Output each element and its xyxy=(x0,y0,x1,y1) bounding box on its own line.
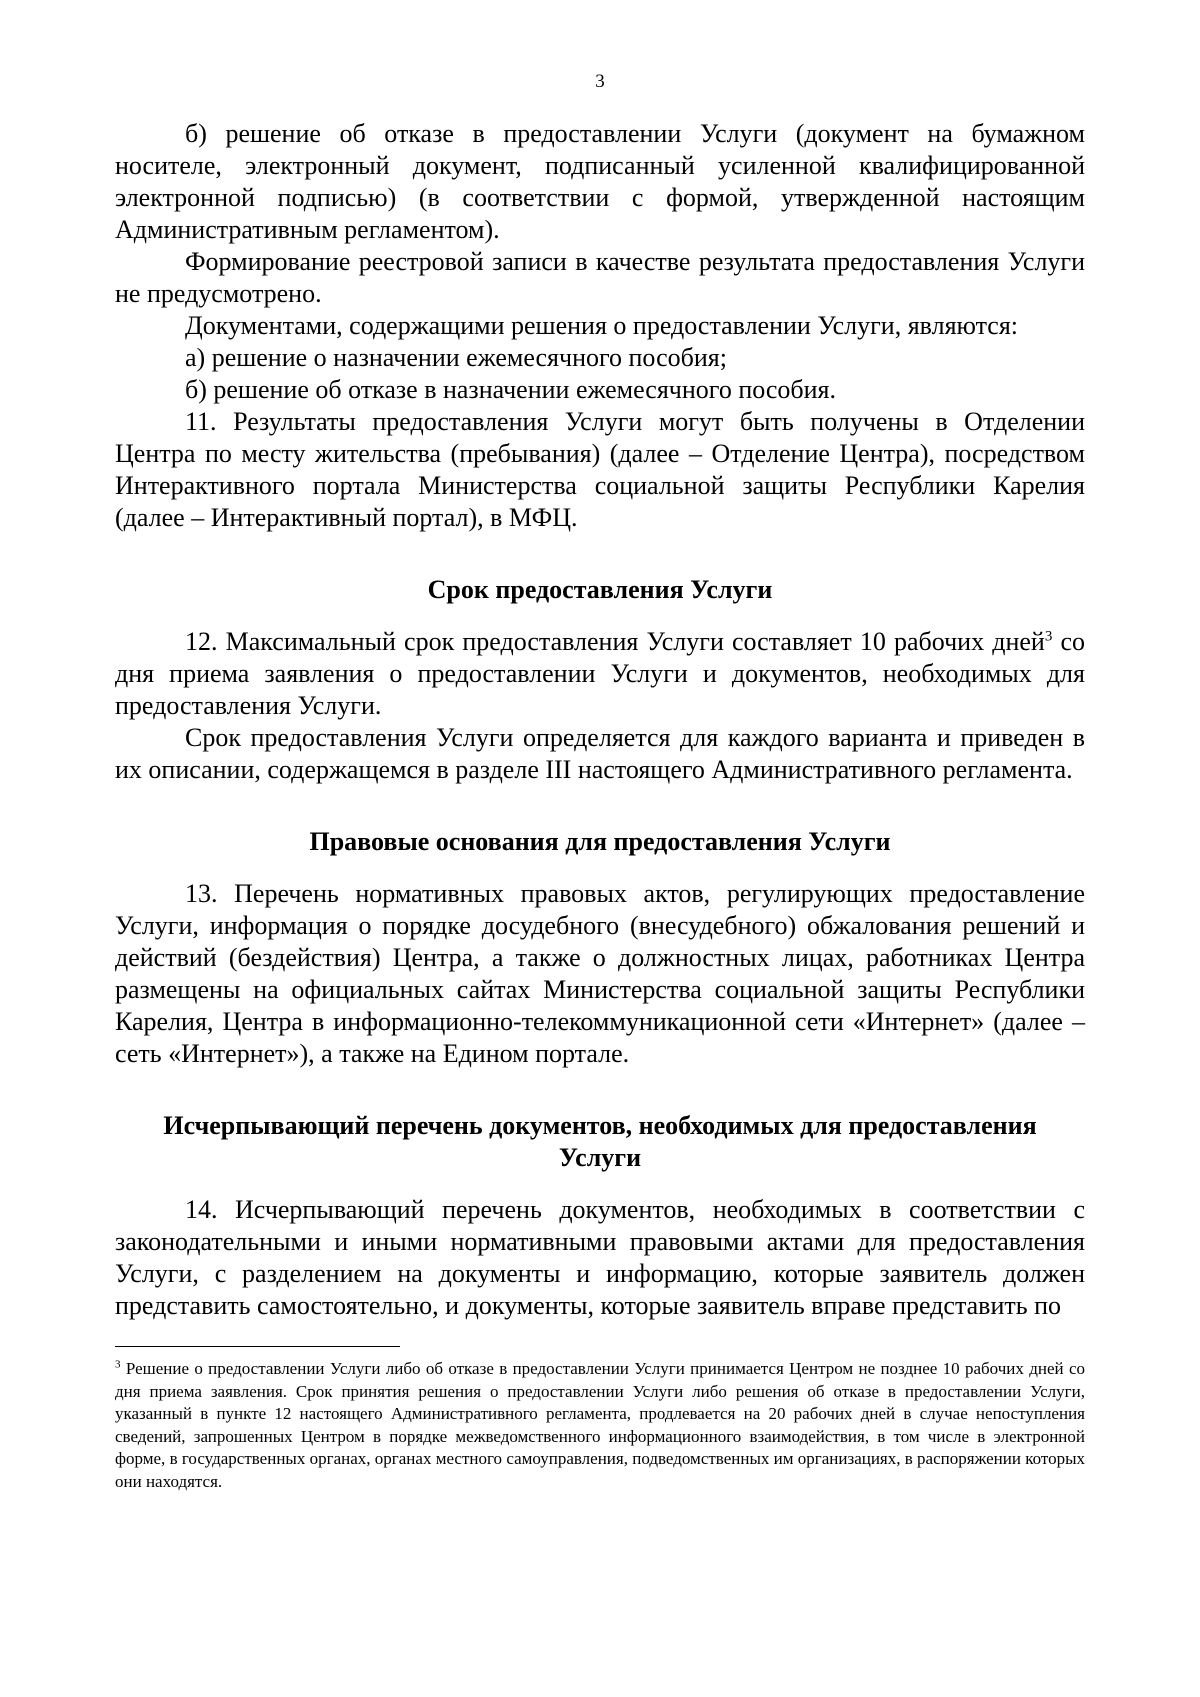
heading-wrap xyxy=(115,1110,1085,1174)
document-body xyxy=(115,118,1085,1322)
paragraph-12 xyxy=(115,626,1085,722)
list-item-a: а) решение о назначении ежемесячного пособия; xyxy=(185,343,727,372)
paragraph-12-continuation: со дня приема заявления о предоставлении Услуги и документов, необходимых для предоставления Услуги. xyxy=(115,627,1085,720)
spacer xyxy=(115,606,1085,626)
paragraph-14: 14. Исчерпывающий перечень документов, необходимых в соответствии с законодательными и иными нормативными правовыми актами для предоставления Услуги, с разделением на документы и информацию, которые заявитель должен представить самостоятельно, и документы, которые заявитель вправе представить по xyxy=(115,1195,1085,1320)
footnote-separator xyxy=(115,1346,400,1347)
list-item-b: б) решение об отказе в назначении ежемесячного пособия. xyxy=(185,375,837,404)
paragraph-registry-record: Формирование реестровой записи в качестве результата предоставления Услуги не предусмотрено. xyxy=(115,247,1085,308)
paragraph-12-term-variants: Срок предоставления Услуги определяется для каждого варианта и приведен в их описании, содержащемся в разделе III настоящего Административного регламента. xyxy=(115,723,1085,784)
paragraph-decision-documents: Документами, содержащими решения о предоставлении Услуги, являются: xyxy=(185,311,1019,340)
paragraph-11: 11. Результаты предоставления Услуги могут быть получены в Отделении Центра по месту жительства (пребывания) (далее – Отделение Центра), посредством Интерактивного портала Министерства социальной защиты Республики Карелия (далее – Интерактивный портал), в МФЦ. xyxy=(115,407,1085,532)
spacer xyxy=(115,1070,1085,1110)
paragraph-12-text: 12. Максимальный срок предоставления Услуги составляет 10 рабочих дней xyxy=(185,627,1045,656)
footnote-number: 3 xyxy=(115,1358,121,1371)
spacer xyxy=(115,858,1085,878)
section-heading-documents-list: Исчерпывающий перечень документов, необходимых для предоставления Услуги xyxy=(163,1111,1037,1172)
footnote-text: Решение о предоставлении Услуги либо об отказе в предоставлении Услуги принимается Центром не позднее 10 рабочих дней со дня приема заявления. Срок принятия решения о предоставлении Услуги либо решения об отказе в предоставлении Услуги, указанный в пункте 12 настоящего Административного регламента, продлевается на 20 рабочих дней в случае непоступления сведений, запрошенных Центром в порядке межведомственного информационного взаимодействия, в том числе в электронной форме, в государственных органах, органах местного самоуправления, подведомственных им организациях, в распоряжении которых они находятся. xyxy=(115,1359,1085,1491)
page-number: 3 xyxy=(595,71,605,92)
footnote-reference: 3 xyxy=(1044,628,1053,645)
heading-wrap xyxy=(115,826,1085,858)
spacer xyxy=(115,786,1085,826)
paragraph-13: 13. Перечень нормативных правовых актов, регулирующих предоставление Услуги, информация о порядке досудебного (внесудебного) обжалования решений и действий (бездействия) Центра, а также о должностных лицах, работниках Центра размещены на официальных сайтах Министерства социальной защиты Республики Карелия, Центра в информационно-телекоммуникационной сети «Интернет» (далее – сеть «Интернет»), а также на Едином портале. xyxy=(115,879,1085,1068)
spacer xyxy=(115,1174,1085,1194)
section-heading-term: Срок предоставления Услуги xyxy=(427,575,773,604)
spacer xyxy=(115,534,1085,574)
section-heading-legal-basis: Правовые основания для предоставления Услуги xyxy=(309,827,891,856)
paragraph-result-refusal: б) решение об отказе в предоставлении Услуги (документ на бумажном носителе, электронный документ, подписанный усиленной квалифицированной электронной подписью) (в соответствии с формой, утвержденной настоящим Административным регламентом). xyxy=(115,119,1085,244)
heading-wrap xyxy=(115,574,1085,606)
footnote-3 xyxy=(115,1358,1085,1493)
